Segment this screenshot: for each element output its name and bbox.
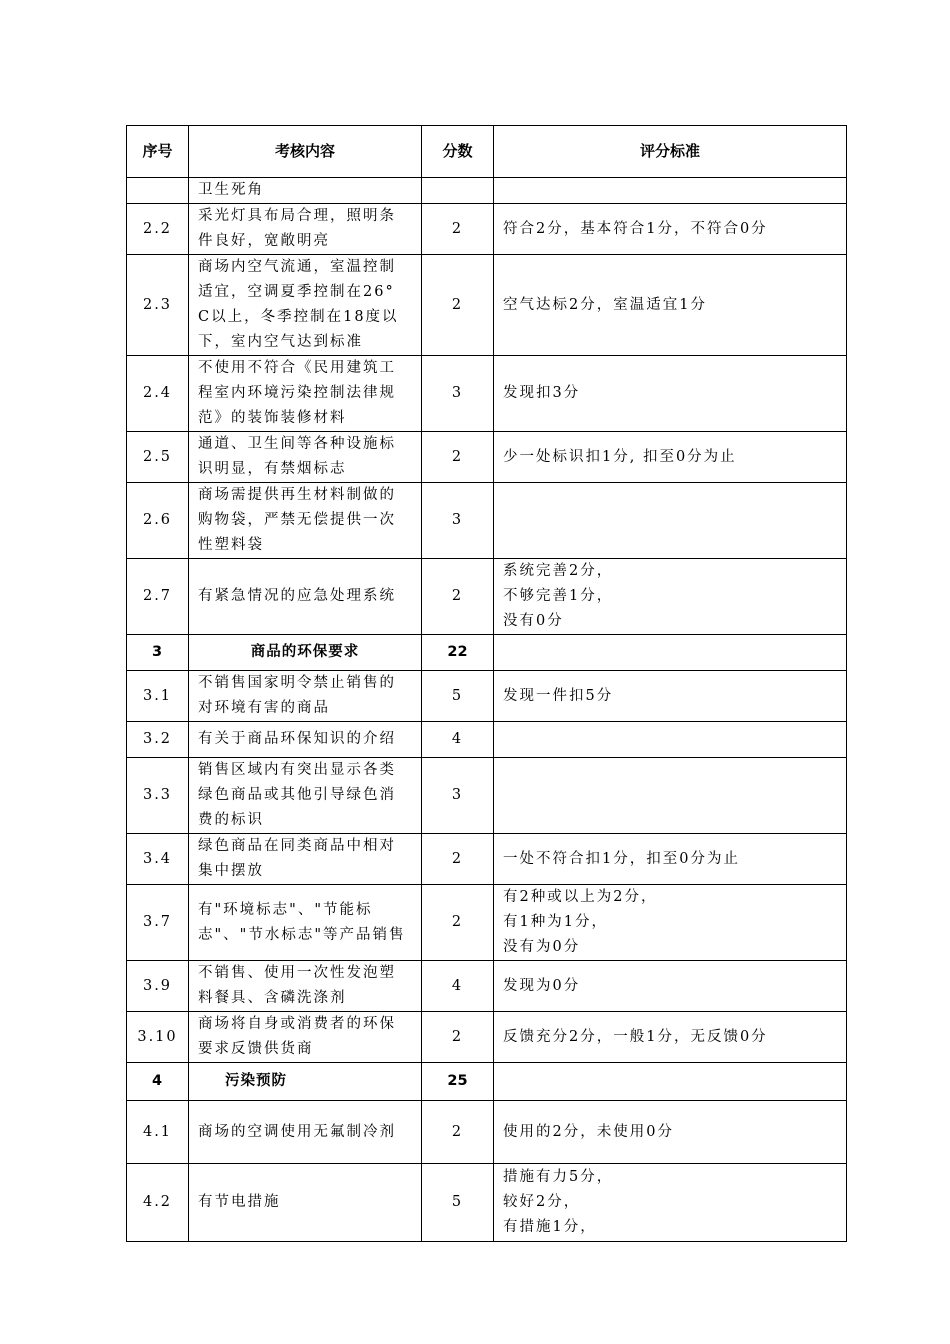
table-row [127, 432, 847, 483]
table-row [127, 885, 847, 961]
header-criteria: 评分标准 [494, 126, 847, 178]
row-content: 商场内空气流通，室温控制适宜，空调夏季控制在26° C以上，冬季控制在18度以下，室内空气达到标准 [189, 255, 422, 356]
row-criteria [494, 722, 847, 758]
header-content: 考核内容 [189, 126, 422, 178]
table-row [127, 722, 847, 758]
row-content: 有"环境标志"、"节能标志"、"节水标志"等产品销售 [189, 885, 422, 961]
row-criteria: 符合2分，基本符合1分，不符合0分 [494, 204, 847, 255]
section-criteria [494, 1063, 847, 1101]
row-criteria [494, 483, 847, 559]
row-score: 2 [422, 1012, 494, 1063]
row-content: 采光灯具布局合理，照明条件良好，宽敞明亮 [189, 204, 422, 255]
table-row [127, 1164, 847, 1242]
table-row [127, 356, 847, 432]
row-criteria: 有2种或以上为2分， 有1种为1分， 没有为0分 [494, 885, 847, 961]
header-score: 分数 [422, 126, 494, 178]
row-criteria: 少一处标识扣1分, 扣至0分为止 [494, 432, 847, 483]
row-criteria: 空气达标2分，室温适宜1分 [494, 255, 847, 356]
row-criteria: 使用的2分，未使用0分 [494, 1101, 847, 1164]
row-criteria: 系统完善2分， 不够完善1分， 没有0分 [494, 559, 847, 635]
row-score: 2 [422, 204, 494, 255]
row-content: 商场需提供再生材料制做的购物袋，严禁无偿提供一次性塑料袋 [189, 483, 422, 559]
table-header-row [127, 126, 847, 178]
row-number: 4.2 [127, 1164, 189, 1242]
row-criteria: 发现扣3分 [494, 356, 847, 432]
row-content: 绿色商品在同类商品中相对集中摆放 [189, 834, 422, 885]
row-content: 商场将自身或消费者的环保要求反馈供货商 [189, 1012, 422, 1063]
row-score: 2 [422, 1101, 494, 1164]
row-content: 不销售国家明令禁止销售的对环境有害的商品 [189, 671, 422, 722]
table-row [127, 834, 847, 885]
row-criteria: 措施有力5分， 较好2分， 有措施1分， [494, 1164, 847, 1242]
row-criteria: 发现为0分 [494, 961, 847, 1012]
row-number: 3.9 [127, 961, 189, 1012]
row-number: 2.5 [127, 432, 189, 483]
section-score: 25 [422, 1063, 494, 1101]
table-row [127, 204, 847, 255]
row-content: 不使用不符合《民用建筑工程室内环境污染控制法律规范》的装饰装修材料 [189, 356, 422, 432]
row-content: 通道、卫生间等各种设施标识明显，有禁烟标志 [189, 432, 422, 483]
row-number: 2.2 [127, 204, 189, 255]
section-row [127, 1063, 847, 1101]
row-number: 3.7 [127, 885, 189, 961]
row-criteria: 一处不符合扣1分，扣至0分为止 [494, 834, 847, 885]
row-score: 5 [422, 1164, 494, 1242]
row-score: 2 [422, 559, 494, 635]
table-row [127, 758, 847, 834]
row-score: 3 [422, 758, 494, 834]
row-criteria [494, 178, 847, 204]
table-row [127, 255, 847, 356]
row-score: 2 [422, 834, 494, 885]
section-number: 4 [127, 1063, 189, 1101]
row-number: 3.2 [127, 722, 189, 758]
row-number: 3.10 [127, 1012, 189, 1063]
section-number: 3 [127, 635, 189, 671]
row-score [422, 178, 494, 204]
row-content: 有紧急情况的应急处理系统 [189, 559, 422, 635]
section-score: 22 [422, 635, 494, 671]
row-score: 2 [422, 255, 494, 356]
row-criteria [494, 758, 847, 834]
row-score: 2 [422, 432, 494, 483]
row-content: 销售区域内有突出显示各类绿色商品或其他引导绿色消费的标识 [189, 758, 422, 834]
row-content: 不销售、使用一次性发泡塑料餐具、含磷洗涤剂 [189, 961, 422, 1012]
row-number: 4.1 [127, 1101, 189, 1164]
row-criteria: 反馈充分2分，一般1分，无反馈0分 [494, 1012, 847, 1063]
section-row [127, 635, 847, 671]
table-row [127, 671, 847, 722]
table-row [127, 1012, 847, 1063]
table-row [127, 559, 847, 635]
table-row [127, 483, 847, 559]
row-number: 2.7 [127, 559, 189, 635]
header-number: 序号 [127, 126, 189, 178]
row-number: 3.3 [127, 758, 189, 834]
row-score: 4 [422, 961, 494, 1012]
section-criteria [494, 635, 847, 671]
row-score: 5 [422, 671, 494, 722]
row-content: 有关于商品环保知识的介绍 [189, 722, 422, 758]
table-row [127, 1101, 847, 1164]
table-row [127, 178, 847, 204]
row-content: 有节电措施 [189, 1164, 422, 1242]
scoring-table [126, 125, 847, 1242]
row-number: 2.4 [127, 356, 189, 432]
table-row [127, 961, 847, 1012]
row-score: 3 [422, 483, 494, 559]
row-score: 4 [422, 722, 494, 758]
row-score: 3 [422, 356, 494, 432]
row-criteria: 发现一件扣5分 [494, 671, 847, 722]
row-content: 卫生死角 [189, 178, 422, 204]
section-title: 污染预防 [189, 1063, 422, 1101]
row-content: 商场的空调使用无氟制冷剂 [189, 1101, 422, 1164]
row-score: 2 [422, 885, 494, 961]
row-number [127, 178, 189, 204]
row-number: 3.4 [127, 834, 189, 885]
row-number: 2.3 [127, 255, 189, 356]
row-number: 3.1 [127, 671, 189, 722]
row-number: 2.6 [127, 483, 189, 559]
section-title: 商品的环保要求 [189, 635, 422, 671]
